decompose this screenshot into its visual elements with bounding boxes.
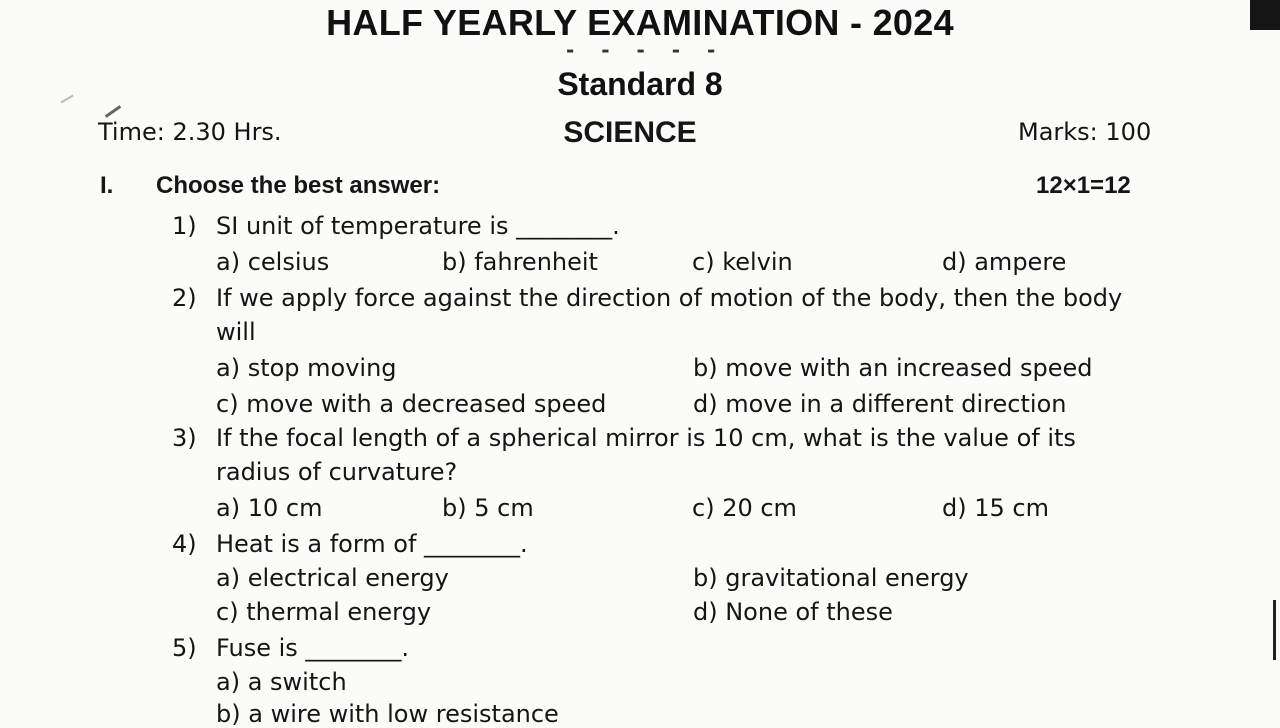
option-a: a) a switch xyxy=(216,668,347,696)
section-score: 12×1=12 xyxy=(1036,172,1131,199)
subject-title: SCIENCE xyxy=(563,116,697,149)
option-a: a) electrical energy xyxy=(216,564,449,592)
option-d: d) 15 cm xyxy=(942,494,1049,522)
option-d: d) move in a different direction xyxy=(693,390,1067,418)
option-b: b) fahrenheit xyxy=(442,248,598,276)
question-number: 4) xyxy=(172,530,197,558)
option-c: c) 20 cm xyxy=(692,494,797,522)
question-number: 1) xyxy=(172,212,197,240)
section-title: Choose the best answer: xyxy=(156,172,441,199)
question-number: 3) xyxy=(172,424,197,452)
question-text: If we apply force against the direction of motion of the body, then the body xyxy=(216,284,1123,312)
exam-time: Time: 2.30 Hrs. xyxy=(98,118,282,146)
title-underline-dots: - - - - - xyxy=(566,38,726,62)
option-b: b) move with an increased speed xyxy=(693,354,1093,382)
exam-title: HALF YEARLY EXAMINATION - 2024 xyxy=(326,2,954,43)
option-c: c) thermal energy xyxy=(216,598,432,626)
option-b: b) gravitational energy xyxy=(693,564,969,592)
option-b: b) 5 cm xyxy=(442,494,534,522)
page-edge-mark xyxy=(1273,600,1276,660)
question-text-continued: will xyxy=(216,318,256,346)
option-a: a) celsius xyxy=(216,248,330,276)
option-d: d) ampere xyxy=(942,248,1067,276)
question-number: 2) xyxy=(172,284,197,312)
total-marks: Marks: 100 xyxy=(1018,118,1152,146)
standard-label: Standard 8 xyxy=(557,66,723,102)
option-c: c) kelvin xyxy=(692,248,793,276)
option-c: c) move with a decreased speed xyxy=(216,390,607,418)
question-text: SI unit of temperature is ________. xyxy=(216,212,620,240)
option-d: d) None of these xyxy=(693,598,893,626)
option-a: a) stop moving xyxy=(216,354,397,382)
section-number: I. xyxy=(100,172,114,199)
question-text-continued: radius of curvature? xyxy=(216,458,458,486)
question-text: If the focal length of a spherical mirror is 10 cm, what is the value of its xyxy=(216,424,1076,452)
question-text: Fuse is ________. xyxy=(216,634,410,662)
option-a: a) 10 cm xyxy=(216,494,323,522)
question-number: 5) xyxy=(172,634,197,662)
option-b: b) a wire with low resistance xyxy=(216,700,559,728)
question-text: Heat is a form of ________. xyxy=(216,530,528,558)
